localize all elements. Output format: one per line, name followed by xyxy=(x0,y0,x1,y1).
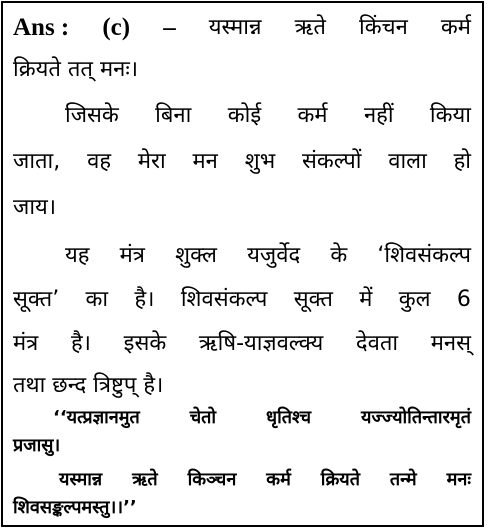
word: इसके xyxy=(123,331,167,356)
para2-line-2 xyxy=(13,285,471,315)
word: कर्म xyxy=(297,103,328,128)
word: मनस् xyxy=(430,331,471,356)
answer-box xyxy=(1,1,484,527)
para1-line-2 xyxy=(13,147,471,177)
word: यह xyxy=(65,243,90,268)
word: 6 xyxy=(456,287,471,312)
word: किया xyxy=(429,103,471,128)
quote-word: ऋते xyxy=(294,15,326,40)
verse-word: क्रियते xyxy=(320,469,360,490)
word: वह xyxy=(87,149,112,174)
word: सूक्त’ xyxy=(13,287,60,312)
verse-word: यज्ज्योतिन्तारमृतं xyxy=(361,407,471,428)
word: शुभ xyxy=(244,149,276,174)
word: संकल्पों xyxy=(302,149,362,174)
answer-line-2: क्रियते तत् मनः। xyxy=(13,57,139,82)
word: कुल xyxy=(398,287,431,312)
word: ऋषि-याज्ञवल्क्य xyxy=(198,331,324,356)
word: मंत्र xyxy=(13,331,39,356)
word: के xyxy=(330,243,348,268)
answer-line-1 xyxy=(13,13,471,43)
para1-line-3: जाय। xyxy=(13,195,57,220)
word: मेरा xyxy=(137,149,166,174)
verse-word: यस्मान्न xyxy=(59,469,103,490)
word: शुक्ल xyxy=(175,243,217,268)
para2-line-1 xyxy=(65,241,471,271)
word: ‘शिवसंकल्प xyxy=(377,243,471,268)
para1-line-1 xyxy=(65,101,471,131)
word: जिसके xyxy=(65,103,119,128)
verse-line-1 xyxy=(53,403,471,433)
verse-word: कर्म xyxy=(266,469,291,490)
verse-line-4: शिवसङ्कल्पमस्तु।।’’ xyxy=(13,497,137,518)
verse-word: चेतो xyxy=(189,407,217,428)
word: वाला xyxy=(388,149,427,174)
word: कोई xyxy=(227,103,262,128)
answer-label: Ans : xyxy=(13,14,70,41)
verse-word: ऋते xyxy=(132,469,158,490)
word: बिना xyxy=(155,103,192,128)
word: जाता, xyxy=(13,149,61,174)
word: मंत्र xyxy=(119,243,145,268)
answer-dash: – xyxy=(163,14,176,41)
word: मन xyxy=(192,149,218,174)
word: हो xyxy=(453,149,471,174)
word: यजुर्वेद xyxy=(247,243,301,268)
quote-word: कर्म xyxy=(440,15,471,40)
verse-word: किञ्चन xyxy=(187,469,237,490)
answer-option: (c) xyxy=(102,14,131,41)
para2-line-3 xyxy=(13,329,471,359)
word: शिवसंकल्प xyxy=(180,287,268,312)
word: सूक्त xyxy=(293,287,333,312)
word: है। xyxy=(70,331,91,356)
word: है। xyxy=(134,287,155,312)
para2-line-4: तथा छन्द त्रिष्टुप् है। xyxy=(13,373,164,398)
word: देवता xyxy=(355,331,399,356)
quote-word: किंचन xyxy=(359,15,408,40)
verse-word: तन्मे xyxy=(389,469,417,490)
word: नहीं xyxy=(363,103,394,128)
word: में xyxy=(359,287,373,312)
verse-line-2: प्रजासु। xyxy=(13,435,61,456)
verse-word: ‘‘यत्प्रज्ञानमुत xyxy=(53,407,140,428)
word: का xyxy=(85,287,109,312)
quote-word: यस्मान्न xyxy=(208,15,262,40)
verse-word: धृतिश्च xyxy=(266,407,312,428)
verse-word: मनः xyxy=(446,469,471,490)
verse-line-3 xyxy=(59,465,471,495)
